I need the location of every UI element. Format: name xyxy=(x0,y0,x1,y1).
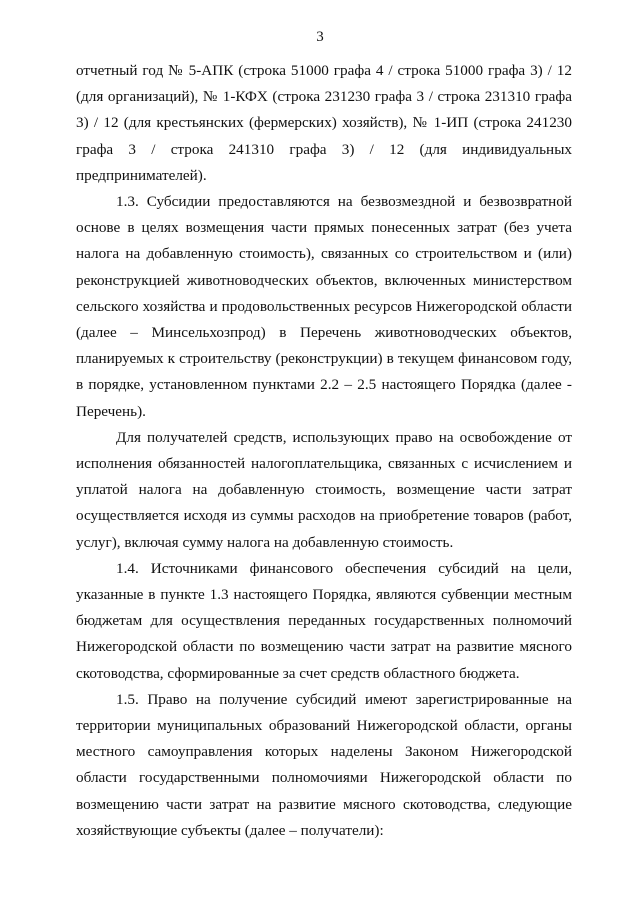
paragraph-1-4: 1.4. Источниками финансового обеспечения субсидий на цели, указанные в пункте 1.3 настоящего Порядка, являются субвенции местным бюджетам для осуществления переданных государственных полномочий Нижегородской области по возмещению части затрат на развитие мясного скотоводства, сформированные за счет средств областного бюджета. xyxy=(76,559,572,682)
paragraph-vat-exemption: Для получателей средств, использующих право на освобождение от исполнения обязанностей налогоплательщика, связанных с исчислением и уплатой налога на добавленную стоимость, возмещение части затрат осуществляется исходя из суммы расходов на приобретение товаров (работ, услуг), включая сумму налога на добавленную стоимость. xyxy=(76,428,572,551)
paragraph-1-3: 1.3. Субсидии предоставляются на безвозмездной и безвозвратной основе в целях возмещения части прямых понесенных затрат (без учета налога на добавленную стоимость), связанных со строительством и (или) реконструкцией животноводческих объектов, включенных министерством сельского хозяйства и продовольственных ресурсов Нижегородской области (далее – Минсельхозпрод) в Перечень животноводческих объектов, планируемых к строительству (реконструкции) в текущем финансовом году, в порядке, установленном пунктами 2.2 – 2.5 настоящего Порядка (далее - Перечень). xyxy=(76,193,572,420)
page-number: 3 xyxy=(316,29,324,45)
paragraph-1-5: 1.5. Право на получение субсидий имеют зарегистрированные на территории муниципальных образований Нижегородской области, органы местного самоуправления которых наделены Законом Нижегородской области государственными полномочиями Нижегородской области по возмещению части затрат на развитие мясного скотоводства, следующие хозяйствующие субъекты (далее – получатели): xyxy=(76,690,572,839)
document-body xyxy=(76,58,572,844)
paragraph-continuation: отчетный год № 5-АПК (строка 51000 графа 4 / строка 51000 графа 3) / 12 (для организаций), № 1-КФХ (строка 231230 графа 3 / строка 231310 графа 3) / 12 (для крестьянских (фермерских) хозяйств), № 1-ИП (строка 241230 графа 3 / строка 241310 графа 3) / 12 (для индивидуальных предпринимателей). xyxy=(76,62,572,184)
